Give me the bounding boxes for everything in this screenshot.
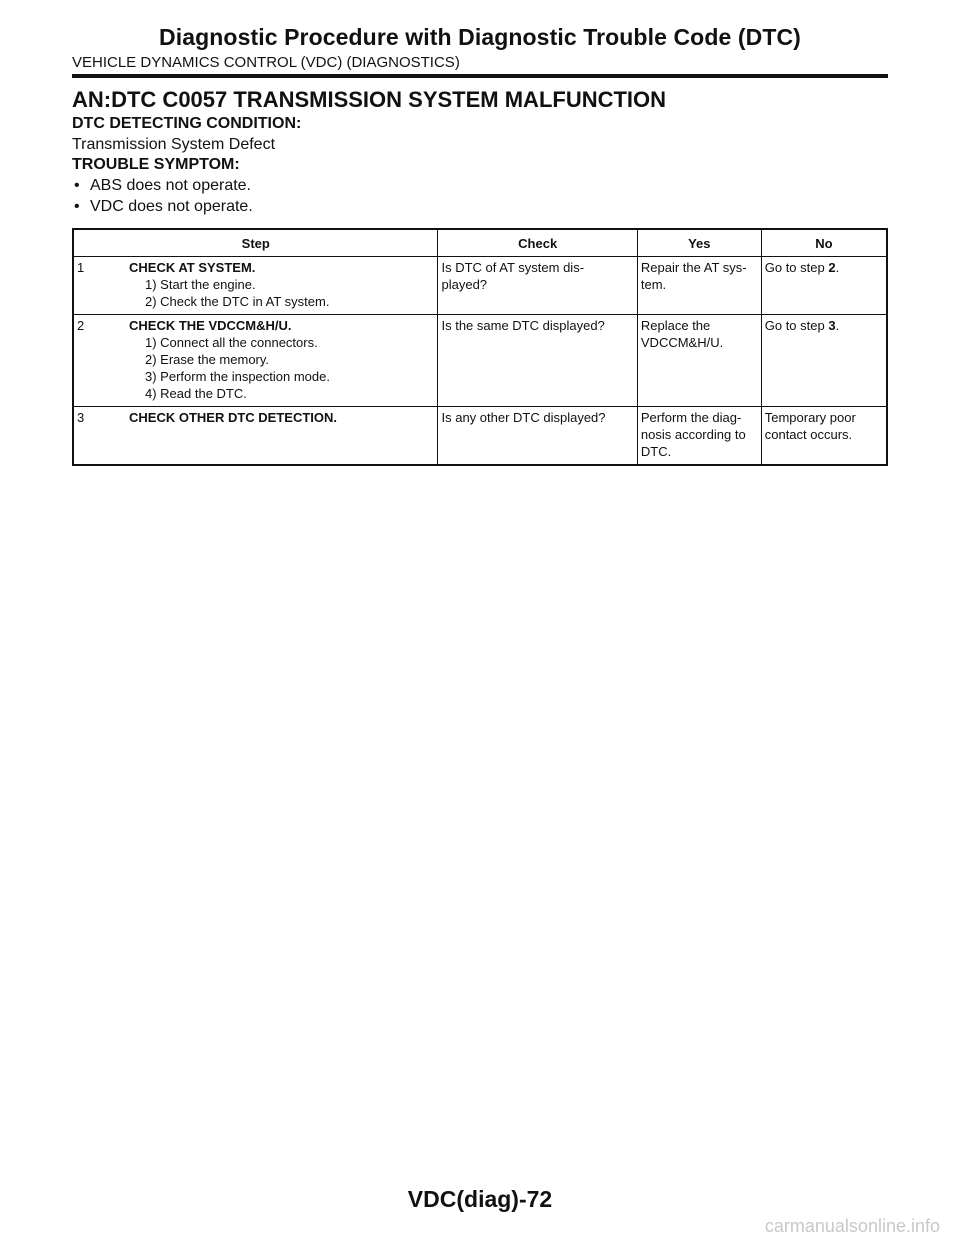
section-name: VEHICLE DYNAMICS CONTROL (VDC) (DIAGNOSTICS) — [72, 54, 460, 71]
dtc-title: AN:DTC C0057 TRANSMISSION SYSTEM MALFUNCTION — [72, 87, 667, 112]
table-row — [73, 315, 887, 407]
diagnostic-table — [72, 228, 888, 466]
substep: 2) Erase the memory. — [145, 352, 270, 367]
table-row — [73, 407, 887, 466]
substep: 3) Perform the inspection mode. — [145, 369, 330, 384]
substep: 1) Connect all the connectors. — [145, 335, 318, 350]
column-header-step: Step — [73, 229, 438, 257]
yes-cell: Replace the VDCCM&H/U. — [637, 315, 761, 407]
step-number: 2 — [77, 318, 85, 333]
condition-text: Transmission System Defect — [72, 136, 276, 153]
bullet-icon: • — [74, 177, 80, 194]
step-title: CHECK AT SYSTEM. — [129, 260, 256, 275]
list-item: • VDC does not operate. — [74, 198, 253, 215]
check-cell: Is any other DTC displayed? — [438, 407, 637, 466]
condition-label: DTC DETECTING CONDITION: — [72, 115, 302, 132]
dtc-description — [72, 86, 888, 217]
no-cell: Temporary poor contact occurs. — [761, 407, 887, 466]
no-cell: Go to step 2. — [761, 257, 887, 315]
column-header-check: Check — [438, 229, 637, 257]
step-number: 1 — [77, 260, 85, 275]
symptom-list — [72, 175, 888, 217]
step-title: CHECK OTHER DTC DETECTION. — [129, 410, 337, 425]
step-cell — [73, 315, 438, 407]
watermark: carmanualsonline.info — [764, 1216, 940, 1236]
column-header-no: No — [761, 229, 887, 257]
substep: 4) Read the DTC. — [145, 386, 247, 401]
step-number: 3 — [77, 410, 85, 425]
page-header — [72, 22, 888, 52]
no-cell: Go to step 3. — [761, 315, 887, 407]
yes-cell: Perform the diag- nosis according to DTC. — [637, 407, 761, 466]
substep: 2) Check the DTC in AT system. — [145, 294, 330, 309]
header-divider — [72, 74, 888, 78]
substep: 1) Start the engine. — [145, 277, 256, 292]
symptom-label: TROUBLE SYMPTOM: — [72, 156, 240, 173]
step-cell — [73, 407, 438, 466]
step-link: 3 — [828, 318, 836, 333]
table-row — [73, 257, 887, 315]
bullet-icon: • — [74, 198, 80, 215]
step-link: 2 — [828, 260, 836, 275]
page-number: VDC(diag)-72 — [407, 1186, 553, 1212]
page-title: Diagnostic Procedure with Diagnostic Trouble Code (DTC) — [159, 24, 801, 50]
check-cell: Is the same DTC displayed? — [438, 315, 637, 407]
table-header-row — [73, 229, 887, 257]
list-item: • ABS does not operate. — [74, 177, 251, 194]
yes-cell: Repair the AT sys- tem. — [637, 257, 761, 315]
check-cell: Is DTC of AT system dis- played? — [438, 257, 637, 315]
step-cell — [73, 257, 438, 315]
step-title: CHECK THE VDCCM&H/U. — [129, 318, 292, 333]
column-header-yes: Yes — [637, 229, 761, 257]
